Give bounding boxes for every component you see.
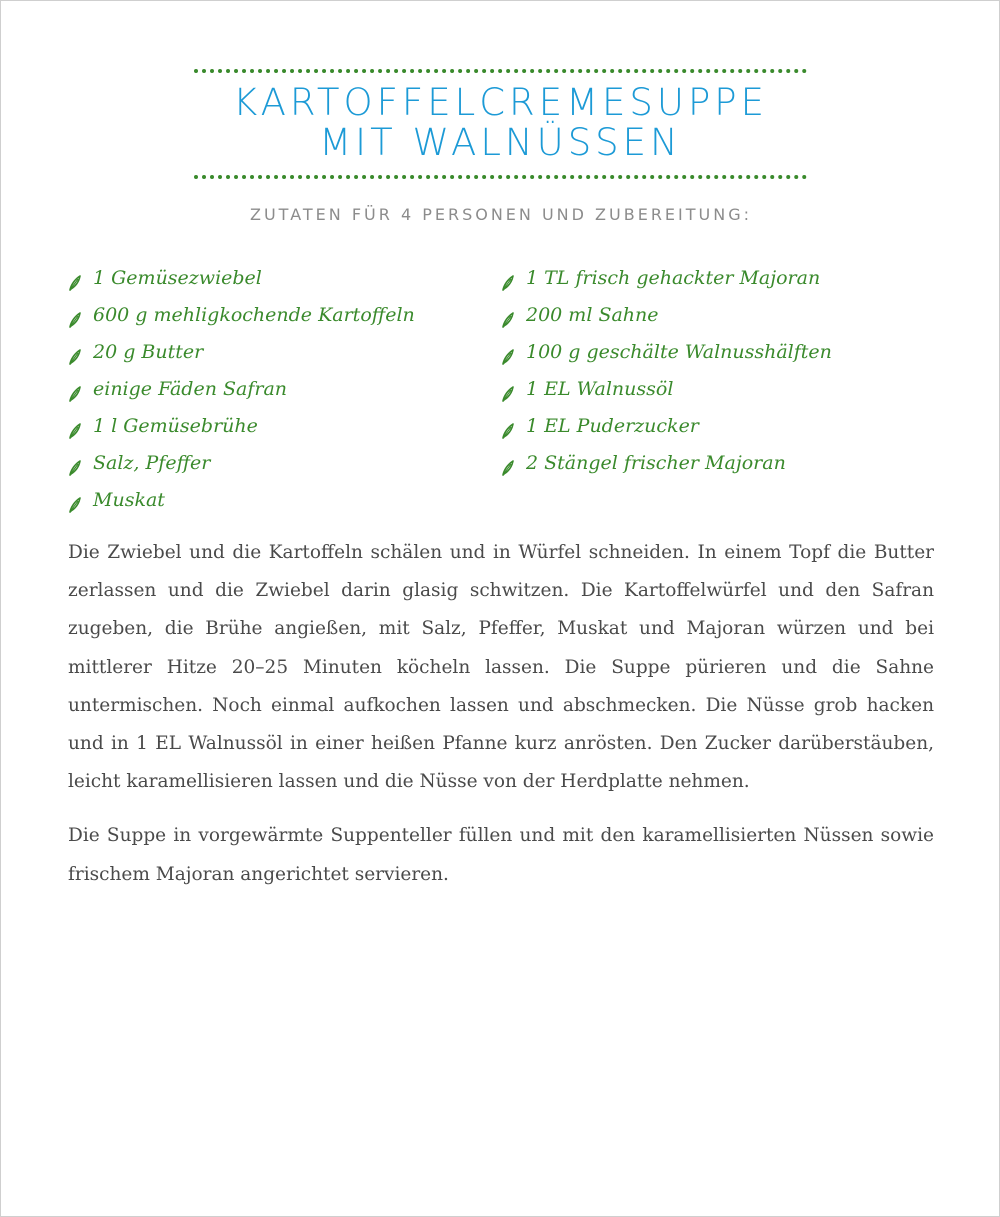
ingredient-item [66,407,486,444]
ingredients-list-right [499,259,939,481]
leaf-icon [499,417,517,435]
leaf-icon [66,380,84,398]
leaf-icon [499,343,517,361]
ingredient-item [66,296,486,333]
preparation-text [68,534,934,910]
ingredient-label: Salz, Pfeffer [93,451,211,474]
recipe-title-line2: MIT WALNÜSSEN [319,121,682,164]
ingredients-list-left [66,259,486,518]
ingredient-item [499,444,939,481]
preparation-paragraph-2: Die Suppe in vorgewärmte Suppenteller füllen und mit den karamellisierten Nüssen sowie frischem Majoran angerichtet servieren. [68,825,934,885]
ingredient-item [499,333,939,370]
ingredient-label: 1 EL Puderzucker [526,414,699,437]
leaf-icon [499,269,517,287]
ingredient-label: 600 g mehligkochende Kartoffeln [93,303,415,326]
ingredient-item [66,333,486,370]
bottom-dotted-rule [194,175,807,179]
ingredient-label: 2 Stängel frischer Majoran [526,451,786,474]
leaf-icon [66,417,84,435]
leaf-icon [499,454,517,472]
ingredient-item [499,259,939,296]
ingredient-item [66,444,486,481]
leaf-icon [66,491,84,509]
ingredients-subtitle: ZUTATEN FÜR 4 PERSONEN UND ZUBEREITUNG: [249,205,752,224]
ingredients-section [1,259,1000,519]
ingredient-item [66,481,486,518]
leaf-icon [499,306,517,324]
preparation-paragraph-1: Die Zwiebel und die Kartoffeln schälen und in Würfel schneiden. In einem Topf die Butter zerlassen und die Zwiebel darin glasig schwitzen. Die Kartoffelwürfel und den Safran zugeben, die Brühe angießen, mit Salz, Pfeffer, Muskat und Majoran würzen und bei mittlerer Hitze 20–25 Minuten köcheln lassen. Die Suppe pürieren und die Sahne untermischen. Noch einmal aufkochen lassen und abschmecken. Die Nüsse grob hacken und in 1 EL Walnussöl in einer heißen Pfanne kurz anrösten. Den Zucker darüberstäuben, leicht karamellisieren lassen und die Nüsse von der Herdplatte nehmen. [68,542,934,793]
ingredient-item [66,259,486,296]
ingredient-label: Muskat [93,488,165,511]
ingredient-label: 200 ml Sahne [526,303,659,326]
ingredient-item [499,296,939,333]
title-block [194,69,807,179]
recipe-title [194,73,807,175]
ingredient-item [499,407,939,444]
leaf-icon [66,306,84,324]
ingredient-item [499,370,939,407]
ingredient-label: 1 Gemüsezwiebel [93,266,262,289]
leaf-icon [66,454,84,472]
ingredient-label: 100 g geschälte Walnusshälften [526,340,832,363]
recipe-title-line1: KARTOFFELCREMESUPPE [232,81,768,124]
ingredient-label: 1 l Gemüsebrühe [93,414,258,437]
leaf-icon [499,380,517,398]
leaf-icon [66,269,84,287]
ingredient-label: 1 EL Walnussöl [526,377,674,400]
leaf-icon [66,343,84,361]
ingredient-label: 1 TL frisch gehackter Majoran [526,266,821,289]
ingredient-label: 20 g Butter [93,340,204,363]
ingredient-label: einige Fäden Safran [93,377,288,400]
ingredient-item [66,370,486,407]
